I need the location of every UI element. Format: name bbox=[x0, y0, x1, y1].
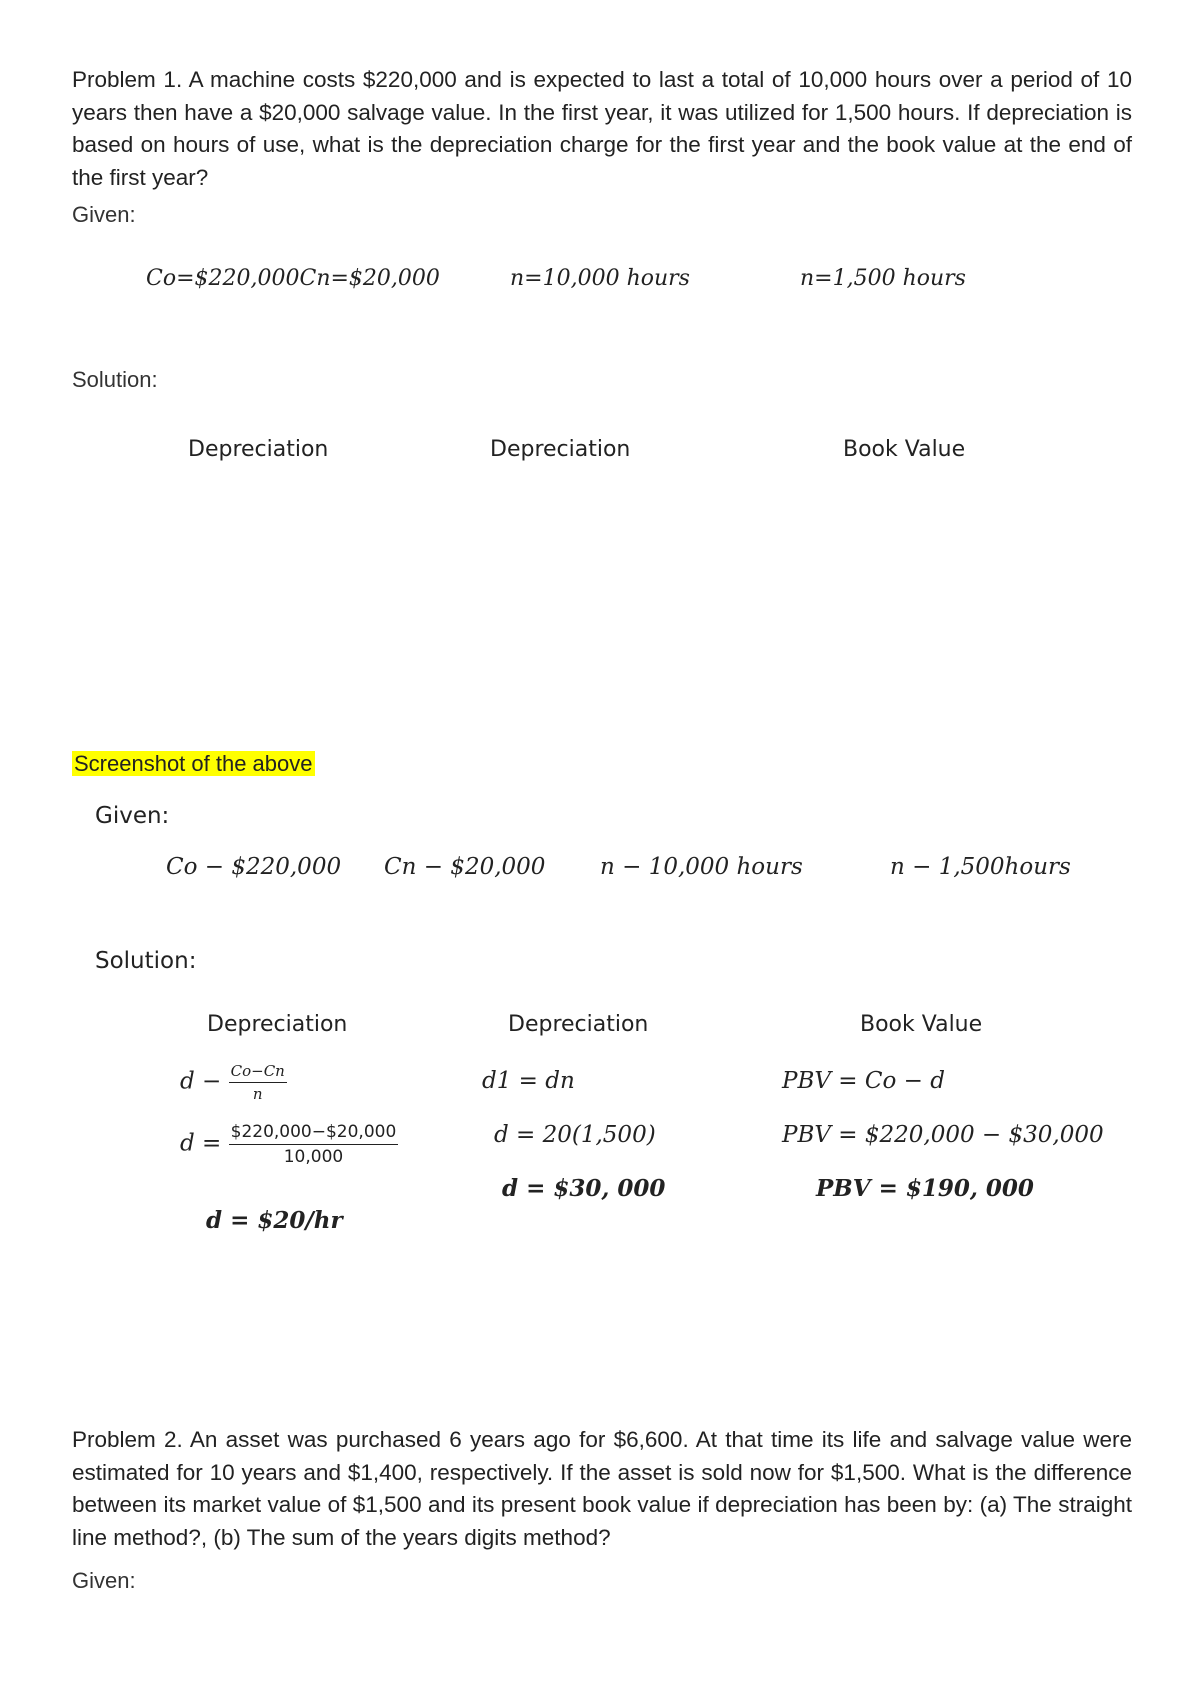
first-year-depreciation-result: d = $30, 000 bbox=[502, 1175, 666, 1202]
given-year-hours: n=1,500 hours bbox=[800, 266, 966, 291]
given-total-hours: n=10,000 hours bbox=[510, 266, 690, 291]
heading-book-value: Book Value bbox=[843, 437, 966, 462]
book-value-formula: PBV = Co − d bbox=[782, 1068, 945, 1094]
book-value-result: PBV = $190, 000 bbox=[816, 1175, 1034, 1202]
given-cost-salvage: Co=$220,000Cn=$20,000 bbox=[146, 266, 440, 291]
first-year-depreciation-formula: d1 = dn bbox=[482, 1068, 575, 1094]
screenshot-given-label: Given: bbox=[95, 803, 170, 829]
book-value-substitution: PBV = $220,000 − $30,000 bbox=[782, 1122, 1104, 1148]
highlighted-text: Screenshot of the above bbox=[74, 751, 313, 776]
heading-depreciation-2: Depreciation bbox=[490, 437, 631, 462]
first-year-depreciation-substitution: d = 20(1,500) bbox=[494, 1122, 656, 1148]
problem-2-given-label: Given: bbox=[72, 1568, 136, 1593]
screenshot-given-n2: n − 1,500hours bbox=[890, 854, 1071, 880]
heading-depreciation-1: Depreciation bbox=[188, 437, 329, 462]
problem-2-text: Problem 2. An asset was purchased 6 years ago for $6,600. At that time its life and salvage value were estimated for 10 years and $1,400, respectively. If the asset is sold now for $1,500. What is the difference between its market value of $1,500 and its present book value if depreciation has been by: (a) The straight line method?, (b) The sum of the years digits method? bbox=[72, 1427, 1132, 1550]
screenshot-heading-depreciation-2: Depreciation bbox=[508, 1012, 649, 1037]
depreciation-substitution: d = $\frac{\$220,000-\$20,000}{10,000}$ bbox=[180, 1122, 397, 1167]
problem-1-text: Problem 1. A machine costs $220,000 and is expected to last a total of 10,000 hours over a period of 10 years then have a $20,000 salvage value. In the first year, it was utilized for 1,500 hours. If depreciation is based on hours of use, what is the depreciation charge for the first year and the book value at the end of the first year? bbox=[72, 67, 1132, 190]
screenshot-heading-book-value: Book Value bbox=[860, 1012, 983, 1037]
screenshot-heading-depreciation-1: Depreciation bbox=[207, 1012, 348, 1037]
screenshot-label bbox=[72, 751, 315, 777]
screenshot-given-cn: Cn − $20,000 bbox=[384, 854, 546, 880]
screenshot-given-n1: n − 10,000 hours bbox=[600, 854, 803, 880]
given-label: Given: bbox=[72, 202, 136, 227]
screenshot-given-co: Co − $220,000 bbox=[166, 854, 342, 880]
screenshot-solution-label: Solution: bbox=[95, 948, 197, 974]
depreciation-rate-result: d = $20/hr bbox=[206, 1207, 343, 1234]
depreciation-formula: d − $\frac{Co-Cn}{n}$ bbox=[180, 1062, 285, 1103]
solution-label: Solution: bbox=[72, 367, 158, 392]
